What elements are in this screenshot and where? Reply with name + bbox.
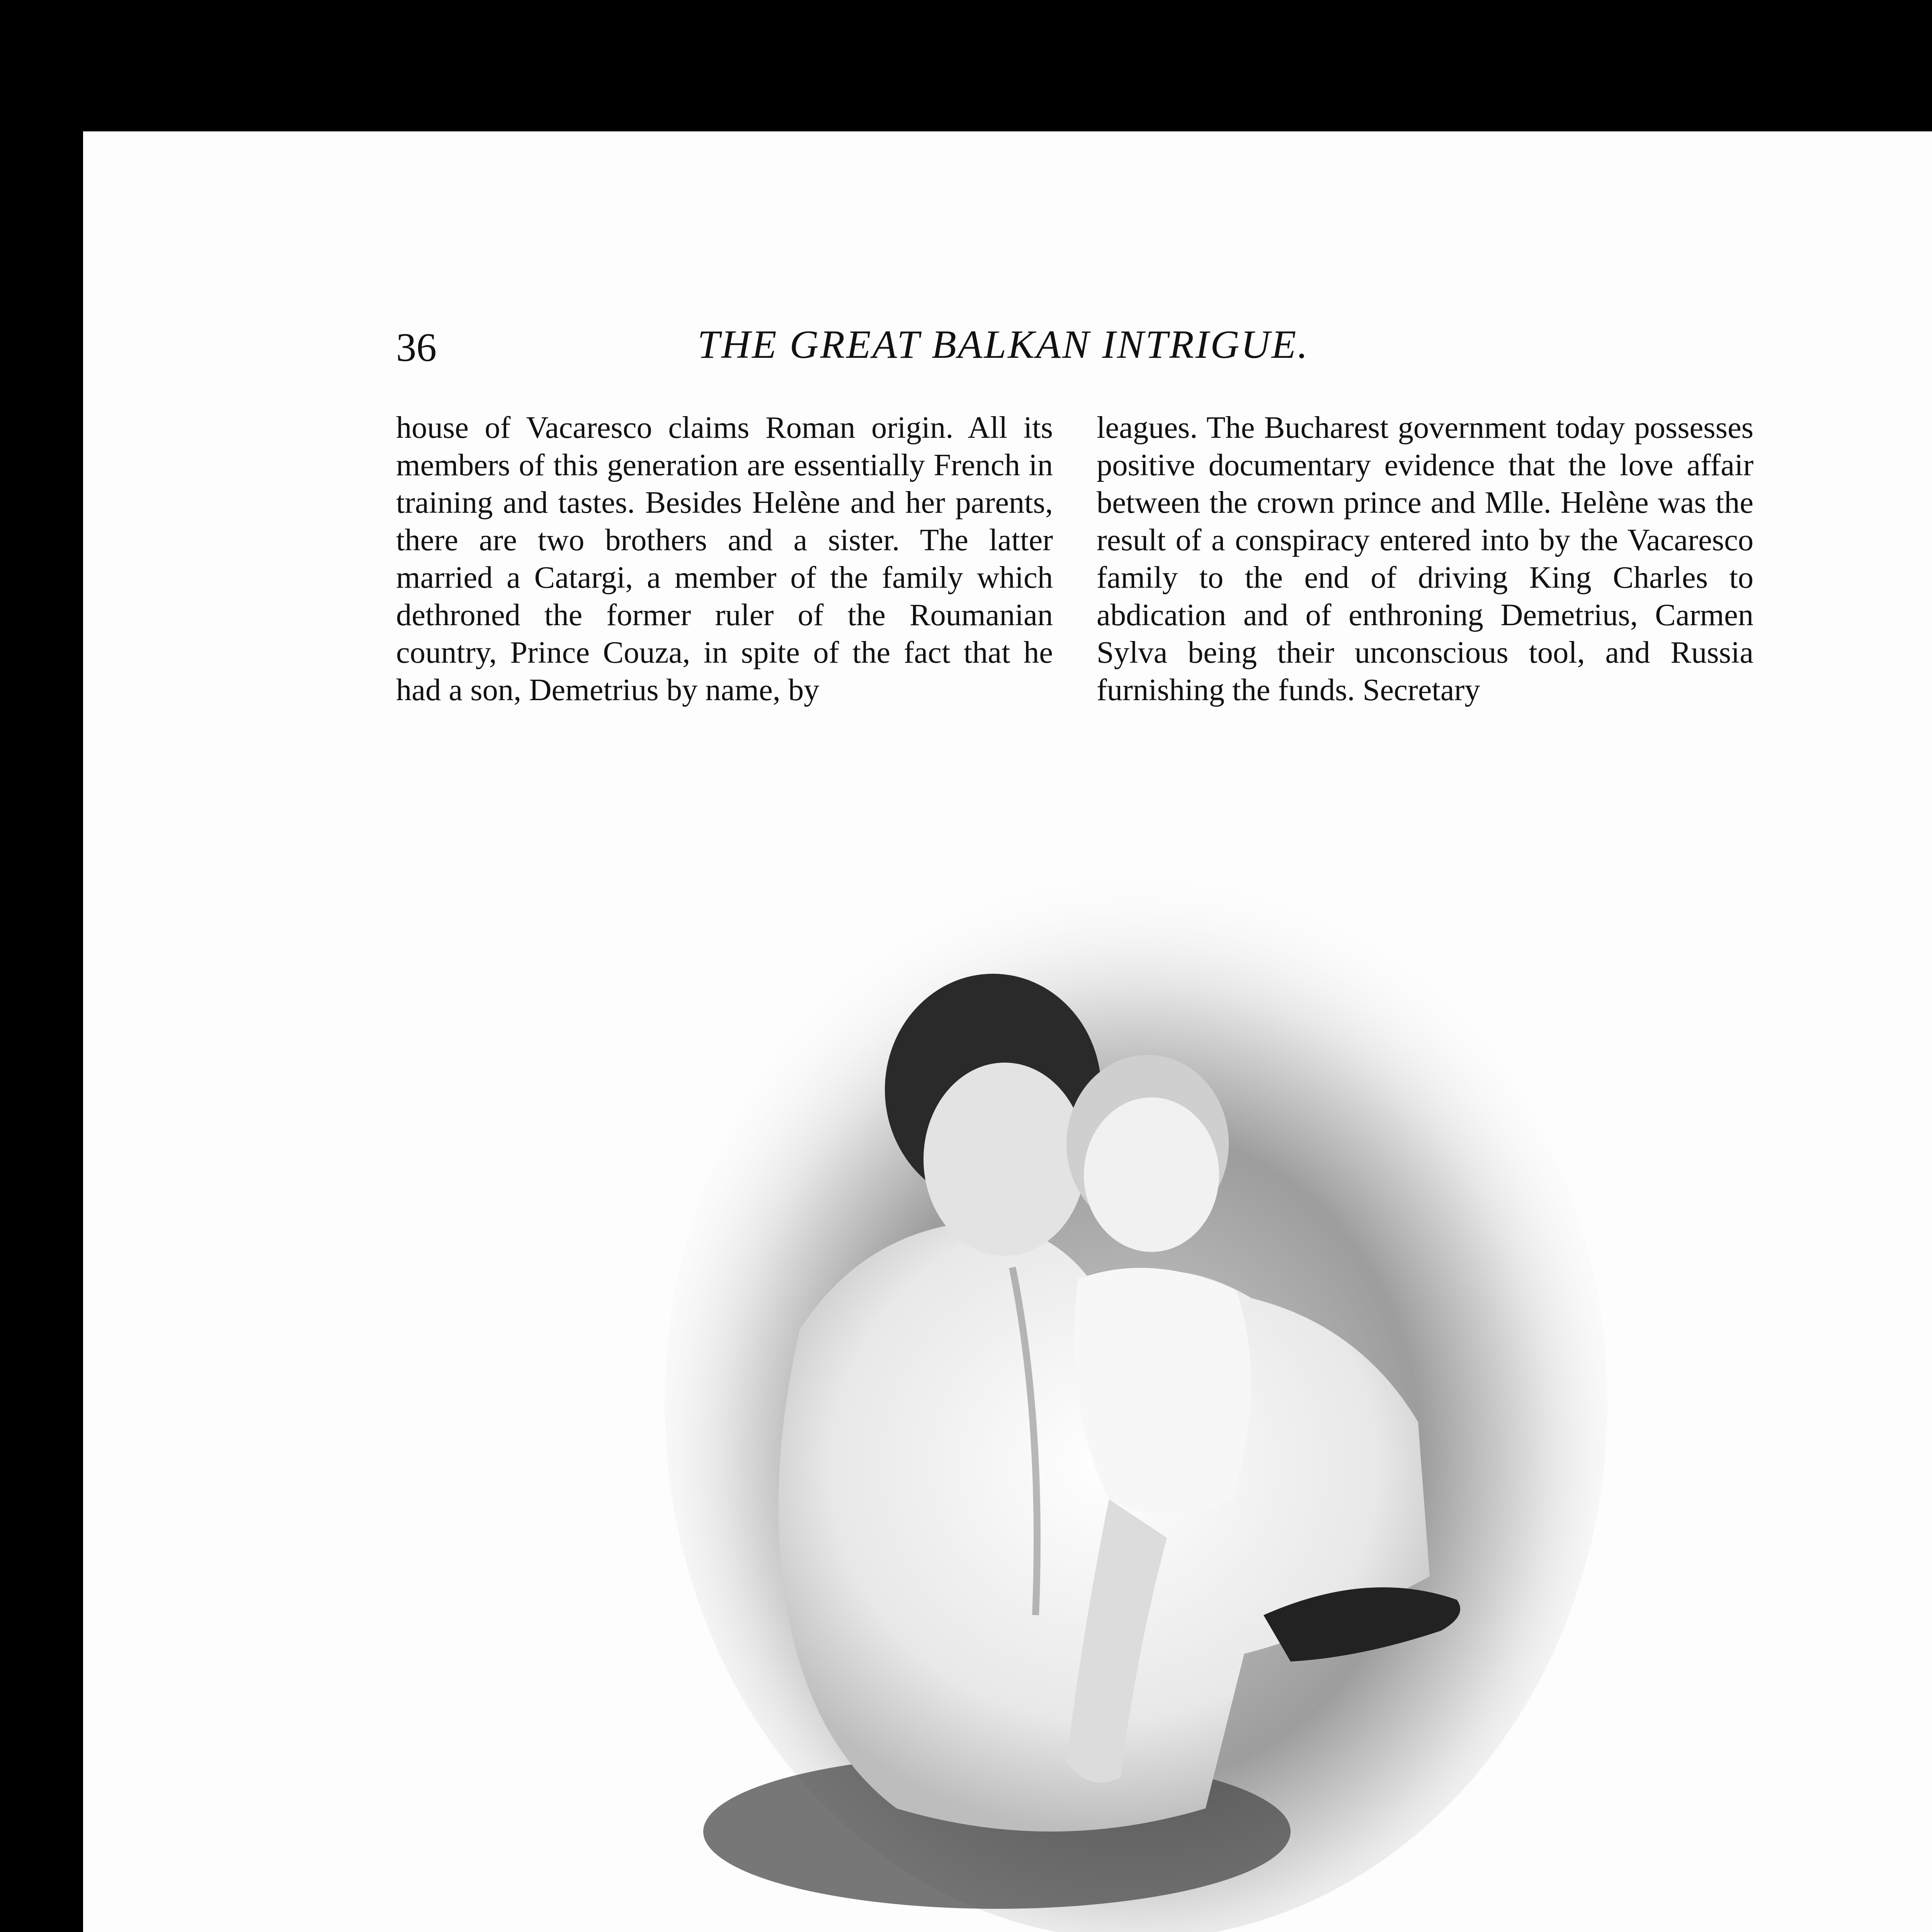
page-number: 36 bbox=[396, 325, 437, 370]
paragraph: house of Vacaresco claims Roman origin. All its members of this generation are essentially French in training and tastes. Besides Helène and her parents, there are two brothers and a sister. The latter married a Catargi, a member of the family which dethroned the former ruler of the Roumanian country, Prince Couza, in spite of the fact that he had a son, Demetrius by name, by bbox=[396, 410, 1053, 707]
page-header bbox=[396, 324, 1463, 370]
paragraph: leagues. The Bucharest government today possesses positive documentary evidence that the love affair between the crown prince and Mlle. Helène was the result of a conspiracy entered into by the Vacaresco family to the end of driving King Charles to abdication and of enthroning Demetrius, Carmen Sylva being their unconscious tool, and Russia furnishing the funds. Secretary bbox=[1097, 410, 1753, 707]
running-title: THE GREAT BALKAN INTRIGUE. bbox=[697, 322, 1310, 367]
article-column-top-left bbox=[396, 409, 1053, 709]
article-column-top-right bbox=[1097, 409, 1753, 709]
portrait-photograph bbox=[665, 842, 1607, 1932]
